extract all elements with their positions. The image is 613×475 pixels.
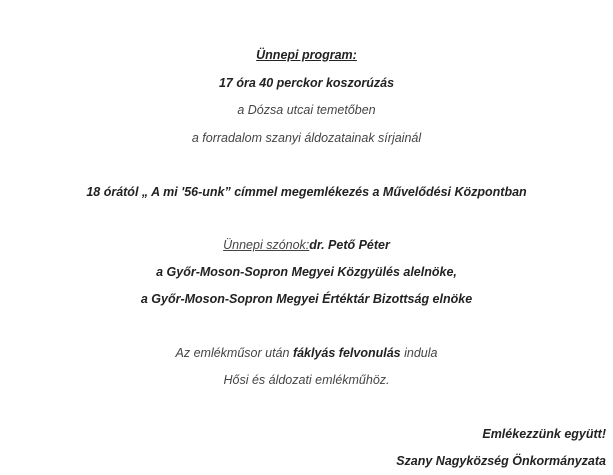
procession-highlight: fáklyás felvonulás: [292, 346, 401, 360]
closing-slogan: Emlékezzünk együtt!: [482, 427, 606, 441]
closing-signature: Szany Nagyközség Önkormányzata: [396, 454, 606, 468]
procession-destination: Hősi és áldozati emlékműhöz.: [223, 373, 390, 387]
speaker-name: dr. Pető Péter: [309, 238, 390, 252]
speakers-line: [0, 237, 613, 253]
procession-before: Az emlékműsor után: [175, 346, 293, 360]
speaker-title-2: a Győr-Moson-Sopron Megyei Értéktár Bizottság elnöke: [140, 292, 473, 306]
procession-line: [0, 345, 613, 361]
wreath-place: a Dózsa utcai temetőben: [237, 103, 376, 117]
wreath-time: 17 óra 40 perckor koszorúzás: [218, 76, 395, 90]
speakers-label: Ünnepi szónok:: [223, 238, 310, 252]
wreath-graves: a forradalom szanyi áldozatainak sírjainál: [191, 131, 422, 145]
speaker-title-1: a Győr-Moson-Sopron Megyei Közgyülés alelnöke,: [156, 265, 457, 279]
procession-after: indula: [400, 346, 438, 360]
program-heading: Ünnepi program:: [256, 48, 357, 62]
commemoration-text: 18 órától „ A mi '56-unk” címmel megemlékezés a Művelődési Központban: [86, 185, 527, 199]
